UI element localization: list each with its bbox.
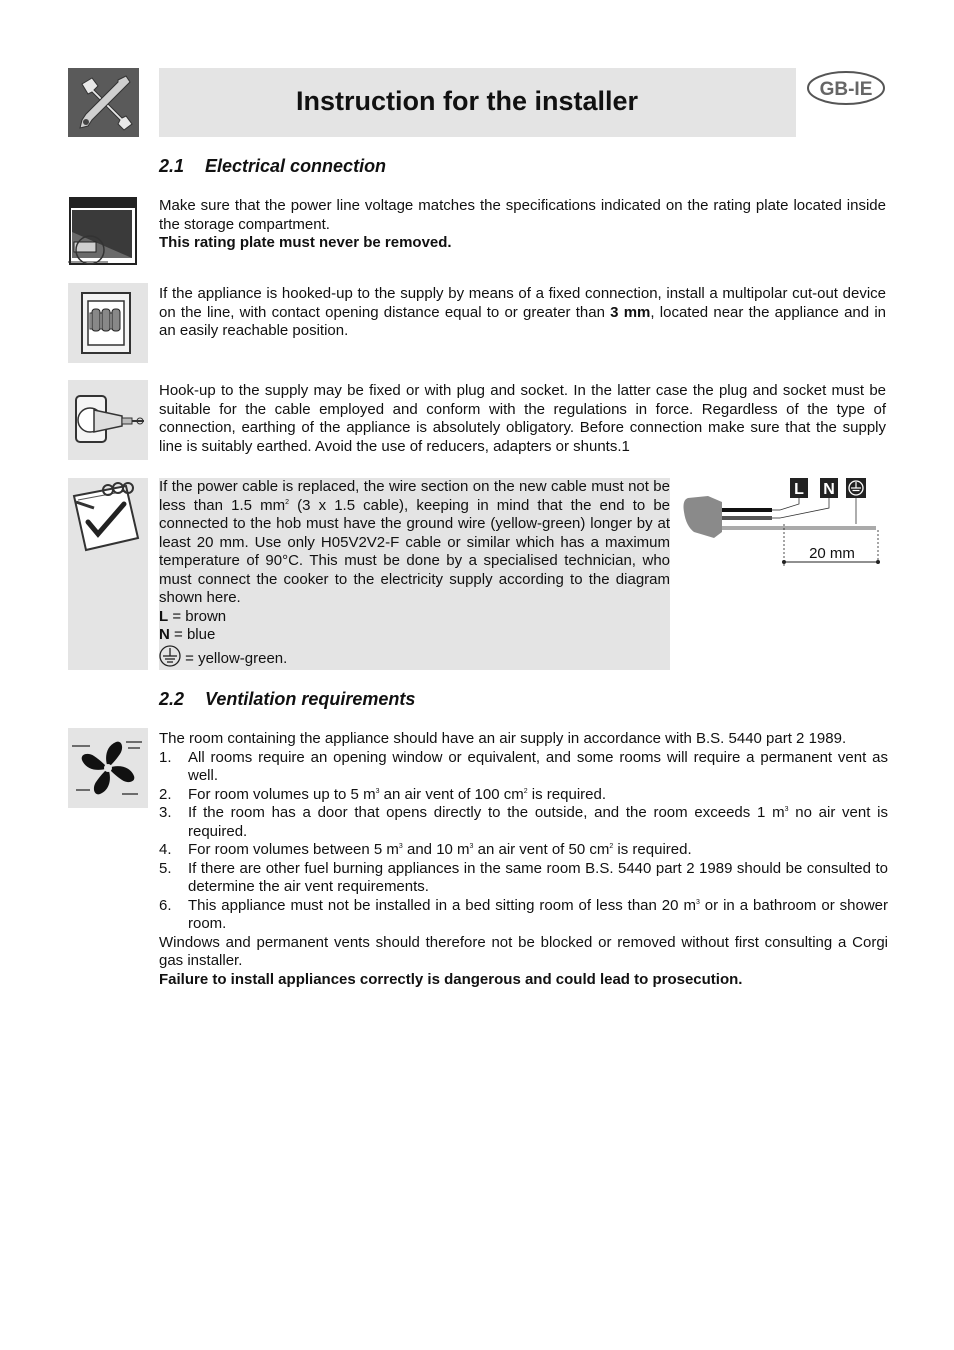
wiring-diagram xyxy=(680,474,888,574)
fixed-connection-text-b: , located near the appliance and in an easily reachable position. xyxy=(159,303,886,339)
list-number: 6. xyxy=(159,896,172,914)
list-item xyxy=(159,804,888,841)
cut-out-switch-icon xyxy=(68,283,148,363)
rating-plate-paragraph xyxy=(159,197,886,253)
legend-key-n: N xyxy=(159,626,170,643)
tools-icon xyxy=(68,68,139,137)
plug-socket-paragraph: Hook-up to the supply may be fixed or with plug and socket. In the latter case the plug and socket must be suitable for the cable employed and conform with the regulations in force. Regardless of the type of connection, earthing of the appliance is absolutely obligatory. Before connection make sure that the supply line is suitably earthed. Avoid the use of reducers, adapters or shunts.1 xyxy=(159,382,886,455)
legend-text-earth: = yellow-green. xyxy=(181,649,288,667)
ventilation-closing: Windows and permanent vents should therefore not be blocked or removed without first consulting a Corgi gas installer. xyxy=(159,933,888,969)
plug-socket-icon xyxy=(68,380,148,460)
superscript: 3 xyxy=(469,843,474,850)
section-heading-ventilation xyxy=(159,689,415,710)
list-number: 1. xyxy=(159,748,172,766)
list-text: or in a bathroom or shower room. xyxy=(188,896,888,932)
ventilation-warning: Failure to install appliances correctly is dangerous and could lead to prosecution. xyxy=(159,970,743,988)
earth-symbol-icon xyxy=(159,645,181,674)
page-title: Instruction for the installer xyxy=(296,86,639,116)
superscript: 3 xyxy=(784,806,789,813)
diagram-label-n: N xyxy=(823,481,835,498)
list-text: is required. xyxy=(527,785,607,803)
diagram-label-l: L xyxy=(794,481,804,498)
list-item xyxy=(159,860,888,897)
notepad-check-icon xyxy=(68,478,148,558)
list-item xyxy=(159,897,888,934)
rating-plate-icon xyxy=(68,196,148,268)
list-text: For room volumes up to 5 m xyxy=(188,785,376,803)
note-panel xyxy=(68,478,148,670)
legend-key-l: L xyxy=(159,607,169,625)
fan-icon xyxy=(68,728,148,808)
superscript: 2 xyxy=(523,787,528,795)
superscript: 3 xyxy=(398,843,403,850)
legend-text-l: = brown xyxy=(168,607,227,625)
legend-blue xyxy=(159,626,670,645)
legend-text-n: = blue xyxy=(169,626,216,643)
ventilation-intro: The room containing the appliance should have an air supply in accordance with B.S. 5440 part 2 1989. xyxy=(159,730,847,747)
ventilation-content xyxy=(159,730,888,989)
cable-note-text-b: (3 x 1.5 cable), keeping in mind that the end to be connected to the hob must have the ground wire (yellow-green) longer by at least 20 mm. Use only H05V2V2-F cable or similar which has a maximum temperature of 90°C. This must be done by a specialised technician, who must connect the cooker to the electricity supply according to the diagram shown here. xyxy=(159,496,671,606)
fixed-connection-text-a: If the appliance is hooked-up to the supply by means of a fixed connection, install a multipolar cut-out device on the line, with contact opening distance equal to or greater than xyxy=(159,285,886,321)
legend-yellow-green xyxy=(159,645,670,674)
list-text: This appliance must not be installed in a bed sitting room of less than 20 m xyxy=(188,896,696,914)
section-number: 2.1 xyxy=(159,156,185,176)
ventilation-list xyxy=(159,749,888,934)
distance-value: 3 mm xyxy=(610,303,651,321)
list-number: 3. xyxy=(159,804,172,821)
list-text: All rooms require an opening window or equivalent, and some rooms will require a permanent vent as well. xyxy=(188,748,888,784)
list-number: 2. xyxy=(159,785,172,803)
section-heading-electrical xyxy=(159,156,386,177)
list-number: 5. xyxy=(159,859,172,877)
legend-brown xyxy=(159,608,670,627)
superscript: 3 xyxy=(695,898,700,906)
rating-plate-warning: This rating plate must never be removed. xyxy=(159,234,452,251)
cable-note-text xyxy=(159,478,670,608)
section-title: Ventilation requirements xyxy=(205,689,416,709)
list-item xyxy=(159,786,888,805)
fixed-connection-paragraph xyxy=(159,285,886,341)
list-text: an air vent of 50 cm xyxy=(473,841,610,858)
language-badge-label: GB-IE xyxy=(819,79,873,100)
cable-note-content xyxy=(159,478,670,674)
list-text: If there are other fuel burning appliances in the same room B.S. 5440 part 2 1989 should be consulted to determine the air vent requirements. xyxy=(188,859,888,895)
list-text: no air vent is required. xyxy=(188,804,888,840)
list-text: For room volumes between 5 m xyxy=(188,841,399,858)
superscript: 2 xyxy=(285,498,289,506)
rating-plate-text: Make sure that the power line voltage matches the specifications indicated on the rating plate located inside the storage compartment. xyxy=(159,197,886,233)
list-text: and 10 m xyxy=(402,841,470,858)
list-text: is required. xyxy=(613,841,692,858)
list-item xyxy=(159,749,888,786)
section-title: Electrical connection xyxy=(205,156,387,176)
diagram-dimension: 20 mm xyxy=(809,545,855,562)
superscript: 3 xyxy=(375,787,380,795)
list-text: If the room has a door that opens directly to the outside, and the room exceeds 1 m xyxy=(188,804,785,821)
list-number: 4. xyxy=(159,841,172,858)
list-item xyxy=(159,841,888,860)
superscript: 2 xyxy=(609,843,614,850)
cable-note-text-a: If the power cable is replaced, the wire section on the new cable must not be less than 1.5 mm xyxy=(159,478,670,514)
language-badge xyxy=(806,70,886,106)
section-number: 2.2 xyxy=(159,689,185,709)
list-text: an air vent of 100 cm xyxy=(379,785,524,803)
